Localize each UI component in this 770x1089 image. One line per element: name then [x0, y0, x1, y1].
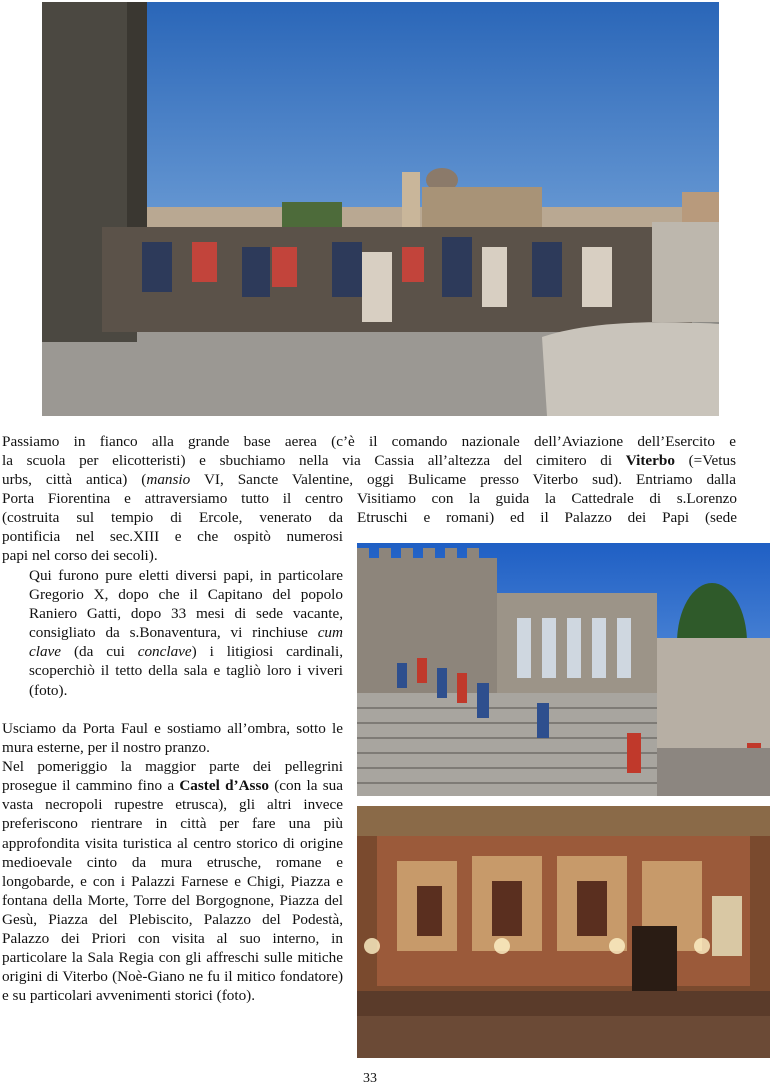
text-line: Passiamo in fianco alla grande base aerea (c’è il comando nazionale dell’Aviazione dell’Esercito e [2, 433, 736, 450]
text-line: la scuola per elicotteristi) e sbuchiamo nella via Cassia all’altezza del cimitero di Viterbo (=Vetus [2, 452, 737, 470]
text-line: Porta Fiorentina e attraversiamo tutto il centro [2, 490, 343, 507]
sala-regia-image [357, 806, 770, 1058]
text-line: papi nel corso dei secoli). [2, 547, 158, 565]
conclave-paragraph: Qui furono pure eletti diversi papi, in particolare Gregorio X, dopo che il Capitano del popolo Raniero Gatti, dopo 33 mesi di sede vacante, consigliato da s.Bonaventura, vi rinchiuse cum clave (da cui conclave) i litigiosi cardinali, scoperchiò il tetto della sala e tagliò loro i viveri (foto). [29, 567, 343, 699]
page-number: 33 [363, 1071, 377, 1086]
palazzo-dei-papi-image [357, 543, 770, 796]
intro-paragraph [2, 432, 736, 489]
castel-dasso-bold: Castel d’Asso [179, 777, 269, 795]
text-line: Visitiamo con la guida la Cattedrale di s.Lorenzo [357, 490, 737, 507]
group-of-pilgrims-photo [42, 2, 719, 416]
text-line: urbs, città antica) (mansio VI, Sancte Valentine, oggi Bulicame presso Viterbo sud). Entriamo dalla [2, 471, 736, 489]
text-line: pontificia nel sec.XIII e che ospitò numerosi [2, 528, 343, 546]
afternoon-paragraph: Nel pomeriggio la maggior parte dei pellegrini prosegue il cammino fino a Castel d’Asso (con la sua vasta necropoli rupestre etrusca), gli altri invece preferiscono rientrare in città per fare una più approfondita visita turistica al centro storico di origine medioevale cinto da mura etrusche, romane e longobarde, e con i Palazzi Farnese e Chigi, Piazza e fontana della Morte, Torre del Borgognone, Piazza del Gesù, Piazza del Plebiscito, Palazzo del Podestà, Palazzo dei Priori con visita al suo interno, in particolare la Sala Regia con gli affreschi sulle mitiche origini di Viterbo (Noè-Giano ne fu il mitico fondatore) e su particolari avvenimenti storici (foto). [2, 758, 343, 1005]
sala-regia-frescoes-photo [357, 806, 770, 1058]
group-of-pilgrims-image [42, 2, 719, 416]
intro-right-lines [357, 489, 737, 527]
viterbo-bold: Viterbo [625, 452, 675, 470]
intro-left-lines [2, 489, 343, 565]
lunch-paragraph: Usciamo da Porta Faul e sostiamo all’ombra, sotto le mura esterne, per il nostro pranzo. [2, 720, 343, 757]
afternoon-text-column [2, 719, 343, 1005]
palazzo-dei-papi-stairs-photo [357, 543, 770, 796]
text-line: Etruschi e romani) ed il Palazzo dei Papi (sede [357, 509, 737, 527]
text-line: (costruita sul tempio di Ercole, venerato da [2, 509, 343, 527]
